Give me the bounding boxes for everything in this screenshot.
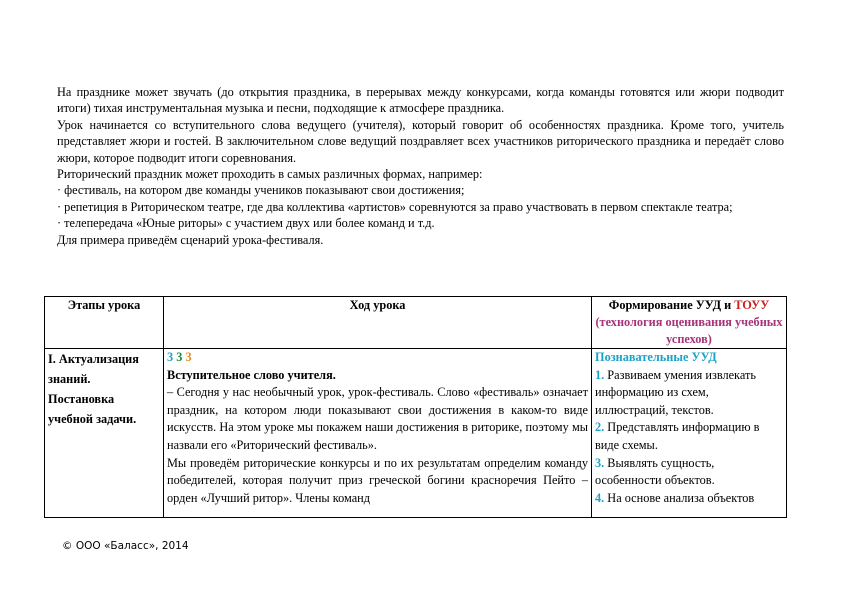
uud-cell	[592, 349, 787, 518]
intro-paragraph: Для примера приведём сценарий урока-фестиваля.	[57, 232, 324, 247]
lesson-table	[44, 296, 787, 518]
score-line	[167, 349, 588, 367]
intro-list-item: · репетиция в Риторическом театре, где два коллектива «артистов» соревнуются за право участвовать в первом спектакле театра;	[57, 199, 733, 214]
uud-item	[595, 419, 783, 454]
uud-item-number: 4.	[595, 490, 605, 505]
lesson-flow-cell	[164, 349, 592, 518]
header-lesson-flow: Ход урока	[164, 297, 592, 349]
score-digit-green: 3	[176, 350, 183, 364]
uud-title: Познавательные УУД	[595, 350, 717, 364]
header-touu-label: ТОУУ	[734, 298, 770, 312]
copyright-footer: © ООО «Баласс», 2014	[62, 540, 189, 552]
intro-paragraph: На празднике может звучать (до открытия праздника, в перерывах между конкурсами, когда команды готовятся или жюри подводит итоги) тихая инструментальная музыка и песни, подходящие к атмосфере праздника.	[57, 85, 784, 116]
stage-line: I. Актуализация	[48, 352, 139, 366]
lesson-paragraph: Мы проведём риторические конкурсы и по их результатам определим команду победителей, которая получит приз греческой богини красноречия Пейто – орден «Лучший ритор». Члены команд	[167, 455, 588, 505]
header-uud-label: Формирование УУД и	[608, 298, 735, 312]
uud-item	[595, 367, 783, 420]
uud-item-number: 3.	[595, 455, 605, 470]
intro-paragraph: Риторический праздник может проходить в самых различных формах, например:	[57, 167, 483, 182]
intro-list-item: · телепередача «Юные риторы» с участием двух или более команд и т.д.	[57, 216, 435, 231]
stage-line: Постановка	[48, 392, 115, 406]
intro-paragraph: Урок начинается со вступительного слова ведущего (учителя), который говорит об особенностях праздника. Кроме того, учитель представляет жюри и гостей. В заключительном слове ведущий поздравляет всех участников риторического праздника и передаёт слово жюри, которое подводит итоги соревнования.	[57, 117, 784, 165]
uud-item-text: Представлять информацию в виде схемы.	[595, 420, 760, 452]
uud-item-text: Выявлять сущность, особенности объектов.	[595, 455, 715, 488]
table-header-row	[45, 297, 787, 349]
intro-list-item: · фестиваль, на котором две команды учеников показывают свои достижения;	[57, 183, 465, 198]
header-touu-subtitle: (технология оценивания учебных успехов)	[595, 315, 783, 346]
section-title: Вступительное слово учителя.	[167, 367, 336, 382]
stage-line: знаний.	[48, 372, 91, 386]
uud-item-number: 2.	[595, 420, 605, 435]
uud-item-number: 1.	[595, 367, 605, 382]
uud-item-text: На основе анализа объектов	[604, 490, 755, 505]
stage-cell	[45, 349, 164, 518]
score-digit-orange: 3	[185, 350, 192, 364]
intro-text	[57, 84, 784, 248]
uud-item	[595, 490, 783, 508]
lesson-paragraph: – Сегодня у нас необычный урок, урок-фестиваль. Слово «фестиваль» означает праздник, на котором люди показывают свои достижения в каком-то виде искусств. На этом уроке мы покажем наши достижения в риторике, поэтому мы назвали его «Риторический фестиваль».	[167, 385, 588, 452]
header-uud	[592, 297, 787, 349]
stage-line: учебной задачи.	[48, 412, 137, 426]
table-row	[45, 349, 787, 518]
uud-item	[595, 455, 783, 490]
score-digit-blue: 3	[167, 350, 174, 364]
header-stages: Этапы урока	[45, 297, 164, 349]
uud-item-text: Развиваем умения извлекать информацию из схем, иллюстраций, текстов.	[595, 367, 756, 417]
